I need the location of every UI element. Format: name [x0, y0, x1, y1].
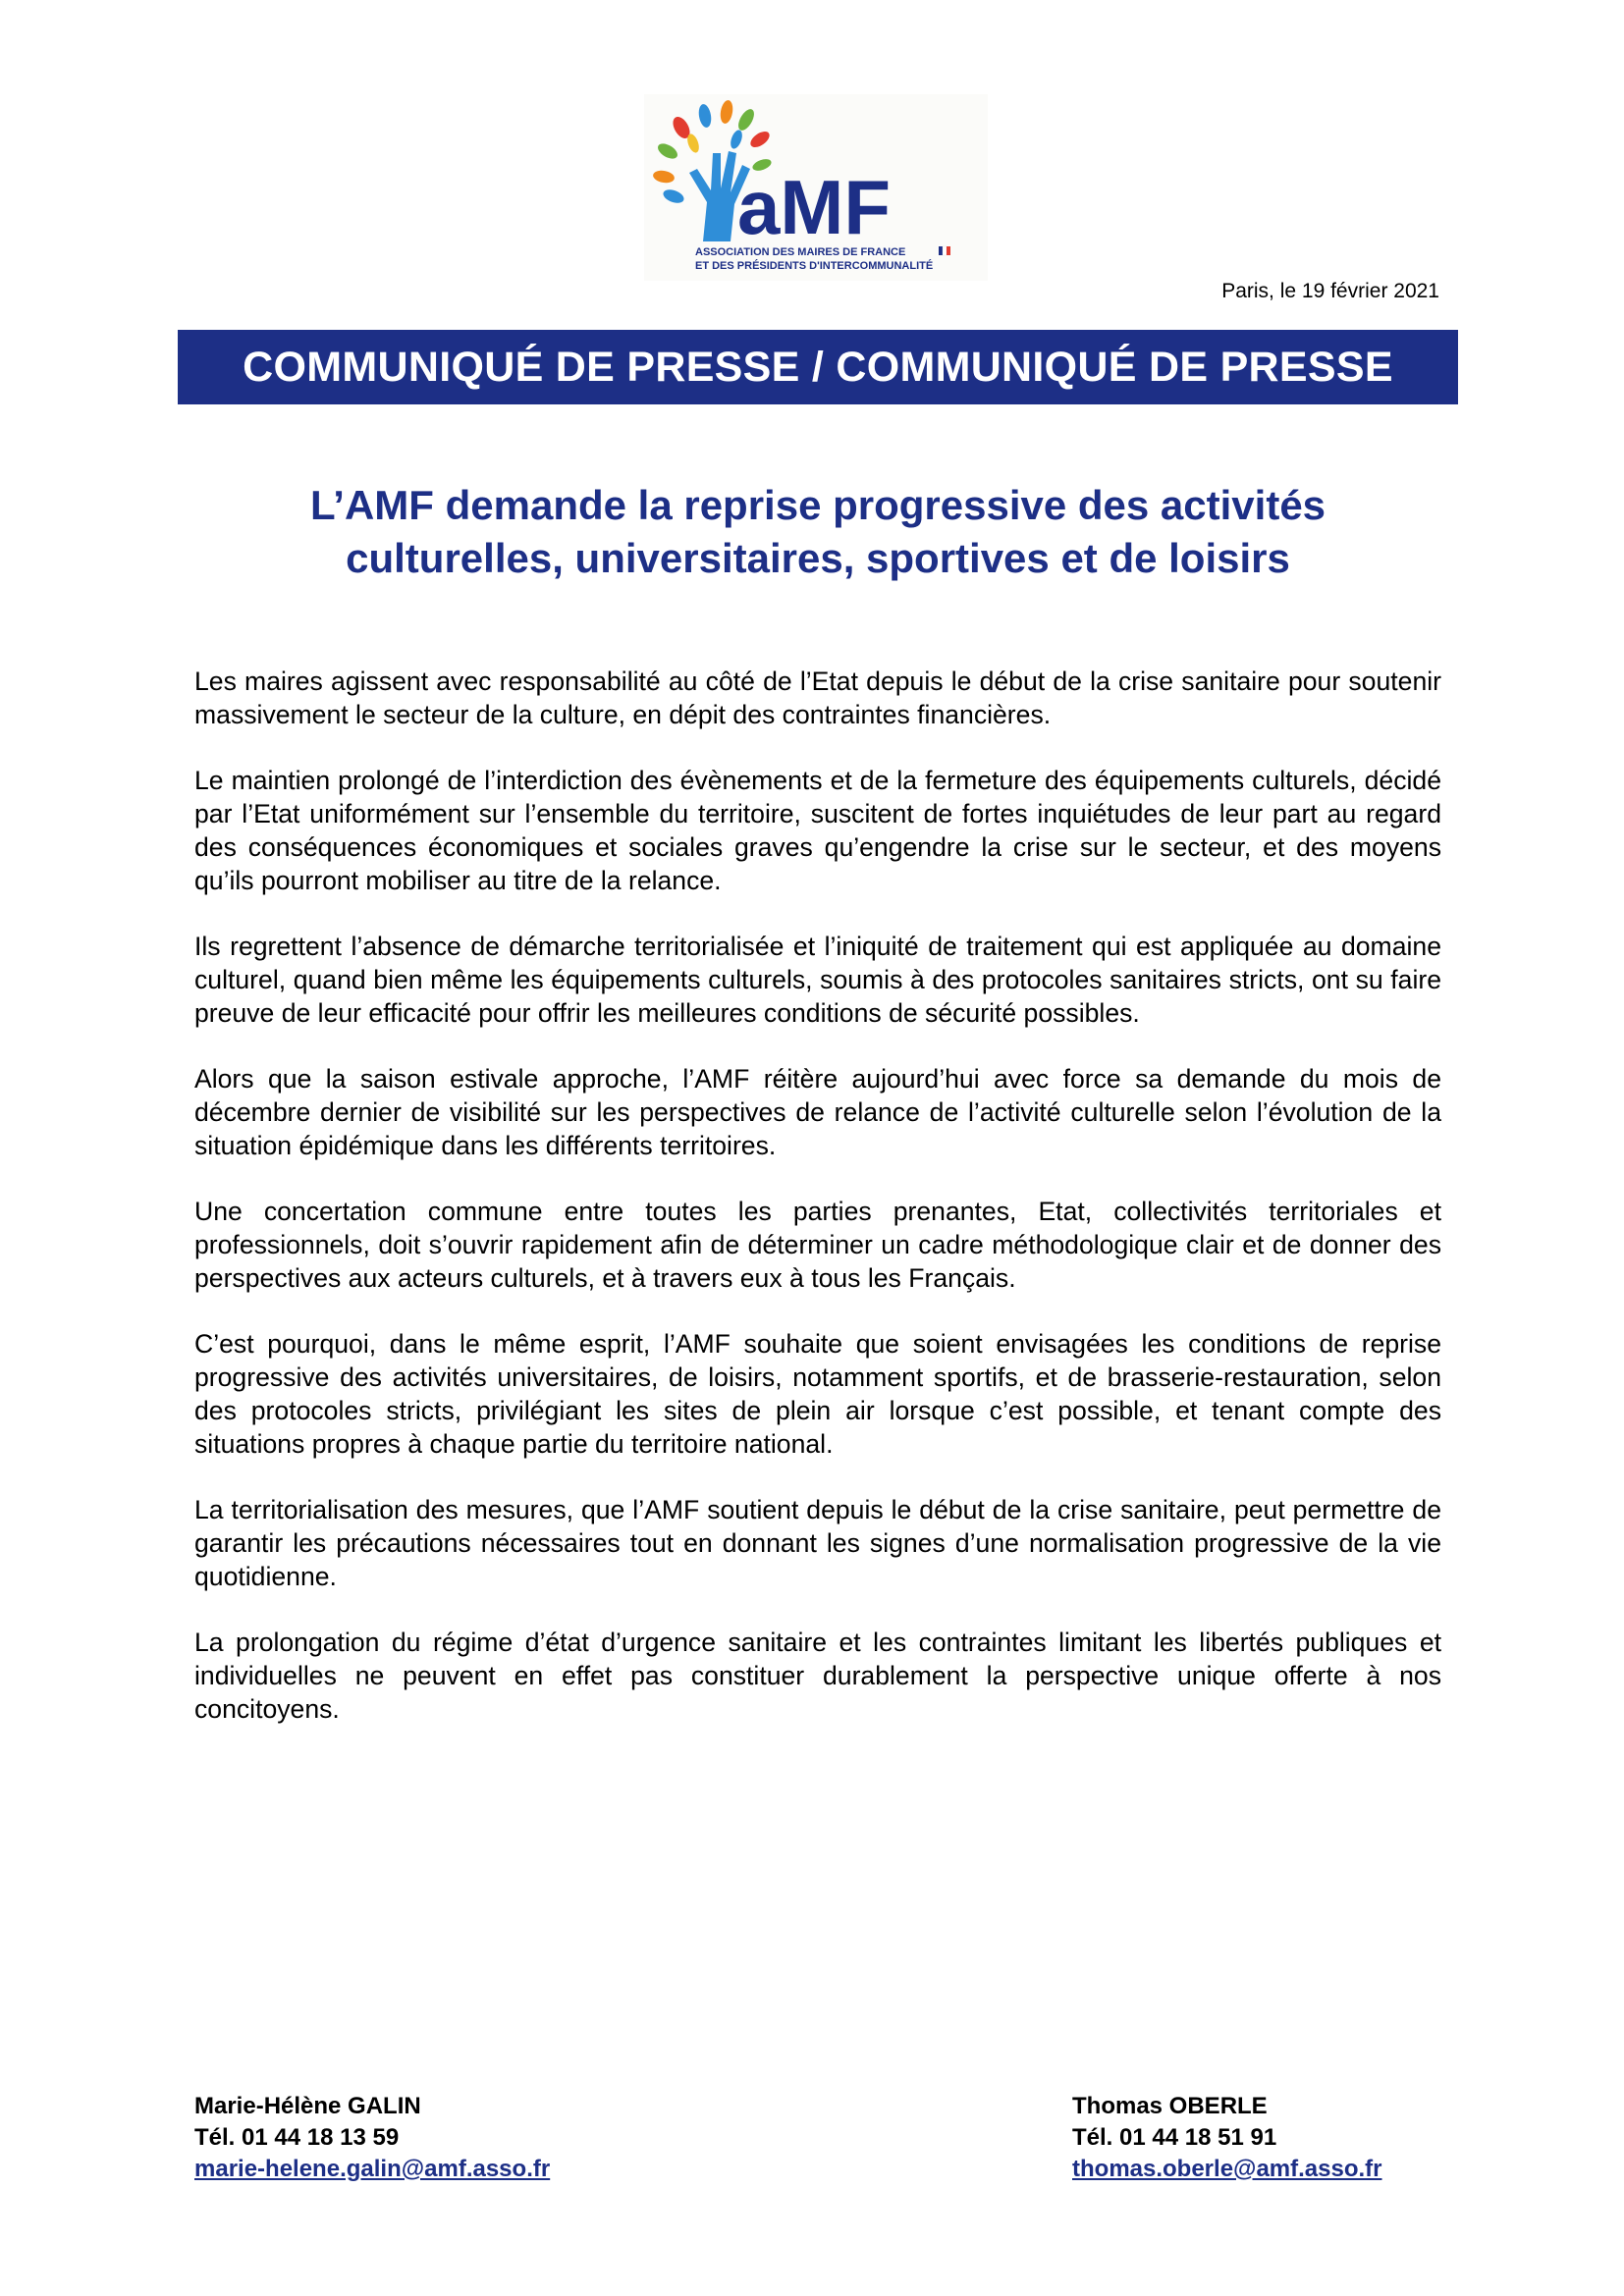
logo-line-2: ET DES PRÉSIDENTS D'INTERCOMMUNALITÉ [695, 260, 934, 272]
paragraph: C’est pourquoi, dans le même esprit, l’AMF souhaite que soient envisagées les conditions de reprise progressive des activités universitaires, de loisirs, notamment sportifs, et de brasserie-restauration, selon des protocoles stricts, privilégiant les sites de plein air lorsque c’est possible, et tenant compte des situations propres à chaque partie du territoire national. [194, 1329, 1441, 1459]
title-line-1: L’AMF demande la reprise progressive des activités [309, 482, 1326, 528]
paragraph: Ils regrettent l’absence de démarche territorialisée et l’iniquité de traitement qui est appliquée au domaine culturel, quand bien même les équipements culturels, soumis à des protocoles sanitaires stricts, ont su faire preuve de leur efficacité pour offrir les meilleures conditions de sécurité possibles. [194, 932, 1441, 1028]
document-date: Paris, le 19 février 2021 [1221, 280, 1439, 302]
contact-oberle [1072, 2091, 1382, 2185]
paragraph: Alors que la saison estivale approche, l’AMF réitère aujourd’hui avec force sa demande du mois de décembre dernier de visibilité sur les perspectives de relance de l’activité culturelle selon l’évolution de la situation épidémique dans les différents territoires. [194, 1064, 1441, 1160]
page-title [178, 479, 1458, 585]
amf-logo [644, 94, 988, 281]
paragraph: La prolongation du régime d’état d’urgence sanitaire et les contraintes limitant les libertés publiques et individuelles ne peuvent en effet pas constituer durablement la perspective unique offerte à nos concitoyens. [194, 1628, 1441, 1724]
paragraph: La territorialisation des mesures, que l’AMF soutient depuis le début de la crise sanitaire, peut permettre de garantir les précautions nécessaires tout en donnant les signes d’une normalisation progressive de la vie quotidienne. [194, 1495, 1441, 1591]
contact-phone: Tél. 01 44 18 13 59 [194, 2124, 400, 2151]
contact-email-link[interactable]: thomas.oberle@amf.asso.fr [1072, 2156, 1382, 2182]
press-release-banner [178, 330, 1458, 404]
paragraph: Le maintien prolongé de l’interdiction des évènements et de la fermeture des équipements culturels, décidé par l’Etat uniformément sur l’ensemble du territoire, suscitent de fortes inquiétudes de leur part au regard des conséquences économiques et sociales graves qu’engendre la crise sur le secteur, et des moyens qu’ils pourront mobiliser au titre de la relance. [194, 766, 1441, 895]
amf-logo-graphic [644, 94, 988, 281]
contact-email-link[interactable]: marie-helene.galin@amf.asso.fr [194, 2156, 551, 2182]
logo-brand: aMF [737, 164, 891, 250]
contact-galin [194, 2091, 550, 2185]
paragraph: Une concertation commune entre toutes les parties prenantes, Etat, collectivités territoriales et professionnels, doit s’ouvrir rapidement afin de déterminer un cadre méthodologique clair et de donner des perspectives aux acteurs culturels, et à travers eux à tous les Français. [194, 1197, 1441, 1293]
title-line-2: culturelles, universitaires, sportives et de loisirs [346, 535, 1290, 581]
contact-phone: Tél. 01 44 18 51 91 [1072, 2124, 1277, 2151]
contact-name: Thomas OBERLE [1072, 2093, 1268, 2119]
logo-line-1: ASSOCIATION DES MAIRES DE FRANCE [695, 246, 906, 258]
contact-name: Marie-Hélène GALIN [194, 2093, 421, 2119]
paragraph: Les maires agissent avec responsabilité au côté de l’Etat depuis le début de la crise sanitaire pour soutenir massivement le secteur de la culture, en dépit des contraintes financières. [194, 667, 1441, 729]
banner-text: COMMUNIQUÉ DE PRESSE / COMMUNIQUÉ DE PRESSE [243, 343, 1393, 391]
body-text [194, 665, 1441, 1758]
